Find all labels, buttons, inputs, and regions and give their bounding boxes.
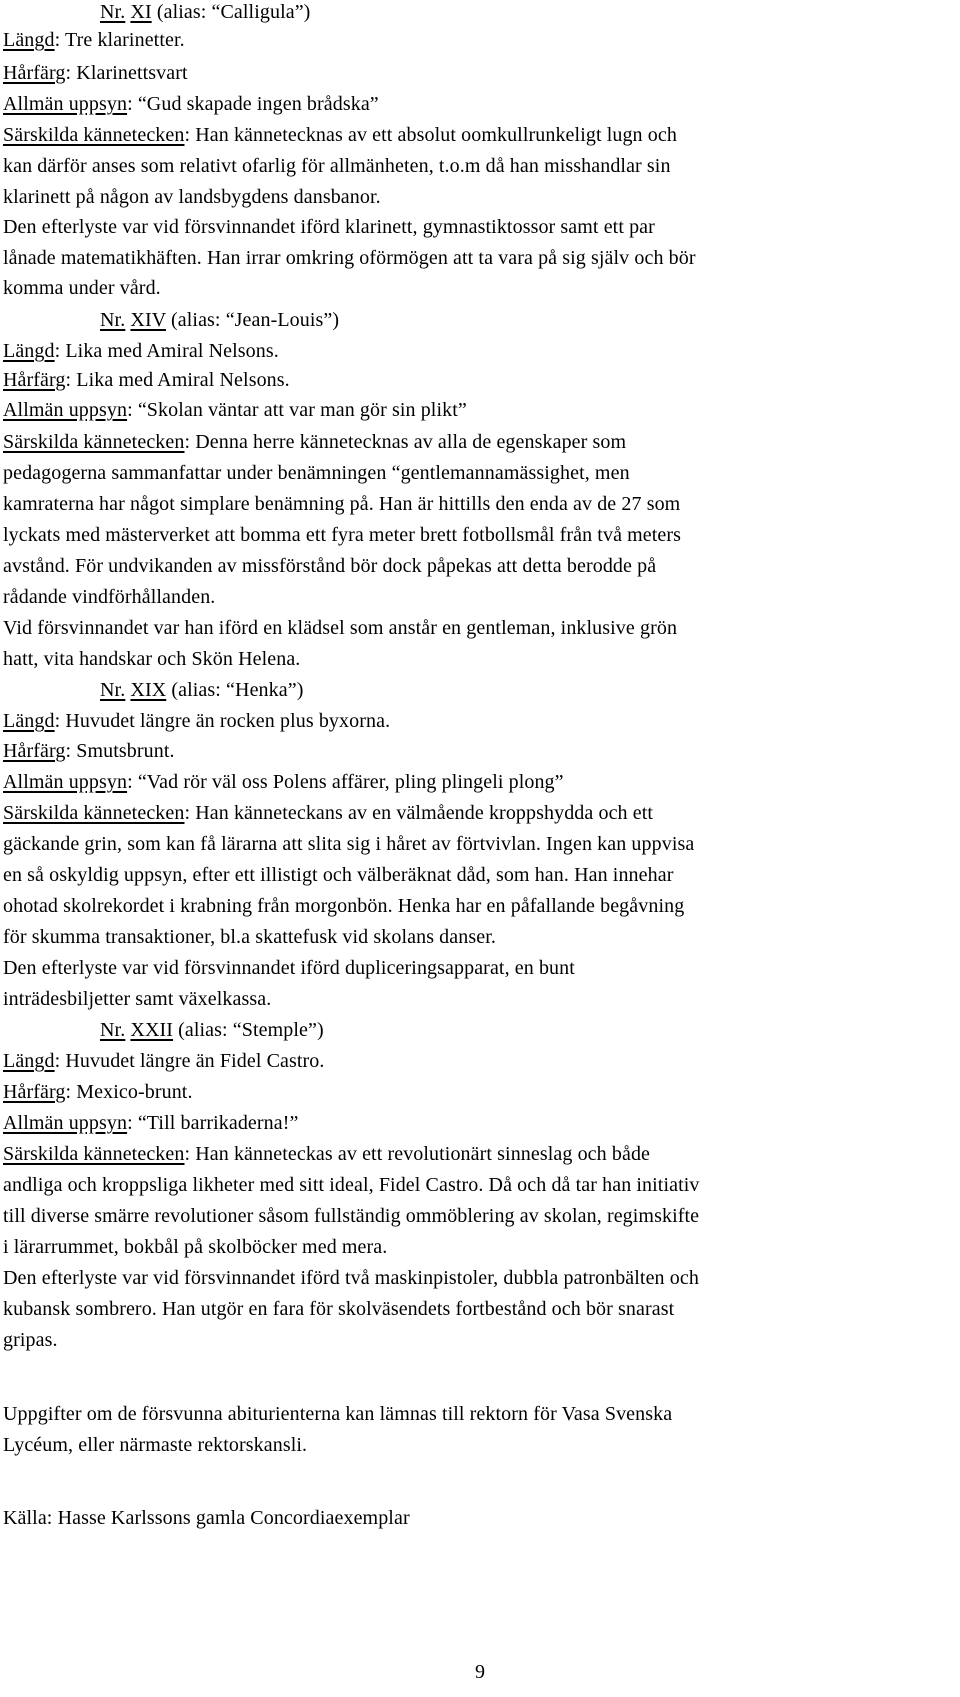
entry-alias: (alias: “Stemple”) xyxy=(173,1019,324,1041)
appearance-line: Allmän uppsyn: “Gud skapade ingen brådska” xyxy=(3,93,379,115)
description-text: gripas. xyxy=(3,1329,58,1351)
description-text: Den efterlyste var vid försvinnandet iförd två maskinpistoler, dubbla patronbälten och xyxy=(3,1267,699,1289)
entry-number-label: Nr. xyxy=(100,1,126,23)
description-text: hatt, vita handskar och Skön Helena. xyxy=(3,648,301,670)
entry-number: XI xyxy=(130,1,152,23)
entry-number: XIX xyxy=(130,679,167,701)
features-text: kan därför anses som relativt ofarlig för allmänheten, t.o.m då han misshandlar sin xyxy=(3,155,671,177)
contact-info: Uppgifter om de försvunna abiturienterna kan lämnas till rektorn för Vasa Svenska xyxy=(3,1403,673,1425)
appearance-line: Allmän uppsyn: “Till barrikaderna!” xyxy=(3,1112,299,1134)
features-text: klarinett på någon av landsbygdens dansbanor. xyxy=(3,186,381,208)
entry-header xyxy=(100,0,310,26)
description-text: komma under vård. xyxy=(3,277,161,299)
features-text: för skumma transaktioner, bl.a skattefusk vid skolans danser. xyxy=(3,926,496,948)
entry-number-label: Nr. xyxy=(100,309,126,331)
entry-header xyxy=(100,1016,324,1044)
entry-header xyxy=(100,306,339,334)
contact-info: Lycéum, eller närmaste rektorskansli. xyxy=(3,1434,308,1456)
description-text: inträdesbiljetter samt växelkassa. xyxy=(3,988,272,1010)
features-line: Särskilda kännetecken: Han kännetecknas av ett absolut oomkullrunkeligt lugn och xyxy=(3,124,677,146)
features-text: i lärarrummet, bokbål på skolböcker med mera. xyxy=(3,1236,388,1258)
description-text: lånade matematikhäften. Han irrar omkring oförmögen att ta vara på sig själv och bör xyxy=(3,247,696,269)
features-text: avstånd. För undvikanden av missförstånd bör dock påpekas att detta berodde på xyxy=(3,555,657,577)
hair-color-line: Hårfärg: Mexico-brunt. xyxy=(3,1081,193,1103)
entry-alias: (alias: “Jean-Louis”) xyxy=(165,309,340,331)
hair-color-line: Hårfärg: Smutsbrunt. xyxy=(3,740,175,762)
entry-number: XXII xyxy=(130,1019,174,1041)
description-text: kubansk sombrero. Han utgör en fara för skolväsendets fortbestånd och bör snarast xyxy=(3,1298,675,1320)
hair-color-line: Hårfärg: Lika med Amiral Nelsons. xyxy=(3,369,290,391)
features-text: kamraterna har något simplare benämning på. Han är hittills den enda av de 27 som xyxy=(3,493,681,515)
entry-number-label: Nr. xyxy=(100,679,126,701)
length-line: Längd: Huvudet längre än rocken plus byxorna. xyxy=(3,710,391,732)
page-number: 9 xyxy=(474,1661,486,1683)
source-note: Källa: Hasse Karlssons gamla Concordiaexemplar xyxy=(3,1507,410,1529)
entry-number: XIV xyxy=(130,309,166,331)
appearance-line: Allmän uppsyn: “Skolan väntar att var man gör sin plikt” xyxy=(3,399,467,421)
features-text: rådande vindförhållanden. xyxy=(3,586,216,608)
features-text: gäckande grin, som kan få lärarna att slita sig i håret av förtvivlan. Ingen kan uppvisa xyxy=(3,833,695,855)
entry-alias: (alias: “Calligula”) xyxy=(151,1,311,23)
features-line: Särskilda kännetecken: Han känneteckas av ett revolutionärt sinneslag och både xyxy=(3,1143,651,1165)
features-text: pedagogerna sammanfattar under benämningen “gentlemannamässighet, men xyxy=(3,462,630,484)
length-line: Längd: Lika med Amiral Nelsons. xyxy=(3,340,279,362)
description-text: Den efterlyste var vid försvinnandet iförd dupliceringsapparat, en bunt xyxy=(3,957,575,979)
features-text: en så oskyldig uppsyn, efter ett illistigt och välberäknat dåd, som han. Han innehar xyxy=(3,864,674,886)
length-line: Längd: Huvudet längre än Fidel Castro. xyxy=(3,1050,325,1072)
features-text: lyckats med mästerverket att bomma ett fyra meter brett fotbollsmål från två meters xyxy=(3,524,682,546)
hair-color-line: Hårfärg: Klarinettsvart xyxy=(3,62,188,84)
features-line: Särskilda kännetecken: Han känneteckans av en välmående kroppshydda och ett xyxy=(3,802,654,824)
description-text: Den efterlyste var vid försvinnandet iförd klarinett, gymnastiktossor samt ett par xyxy=(3,216,655,238)
features-line: Särskilda kännetecken: Denna herre kännetecknas av alla de egenskaper som xyxy=(3,431,627,453)
entry-alias: (alias: “Henka”) xyxy=(166,679,304,701)
appearance-line: Allmän uppsyn: “Vad rör väl oss Polens affärer, pling plingeli plong” xyxy=(3,771,564,793)
entry-header xyxy=(100,676,303,704)
entry-number-label: Nr. xyxy=(100,1019,126,1041)
features-text: till diverse smärre revolutioner såsom fullständig ommöblering av skolan, regimskifte xyxy=(3,1205,700,1227)
length-line: Längd: Tre klarinetter. xyxy=(3,29,185,51)
description-text: Vid försvinnandet var han iförd en klädsel som anstår en gentleman, inklusive grön xyxy=(3,617,678,639)
features-text: andliga och kroppsliga likheter med sitt ideal, Fidel Castro. Då och då tar han initiativ xyxy=(3,1174,700,1196)
features-text: ohotad skolrekordet i krabning från morgonbön. Henka har en påfallande begåvning xyxy=(3,895,685,917)
